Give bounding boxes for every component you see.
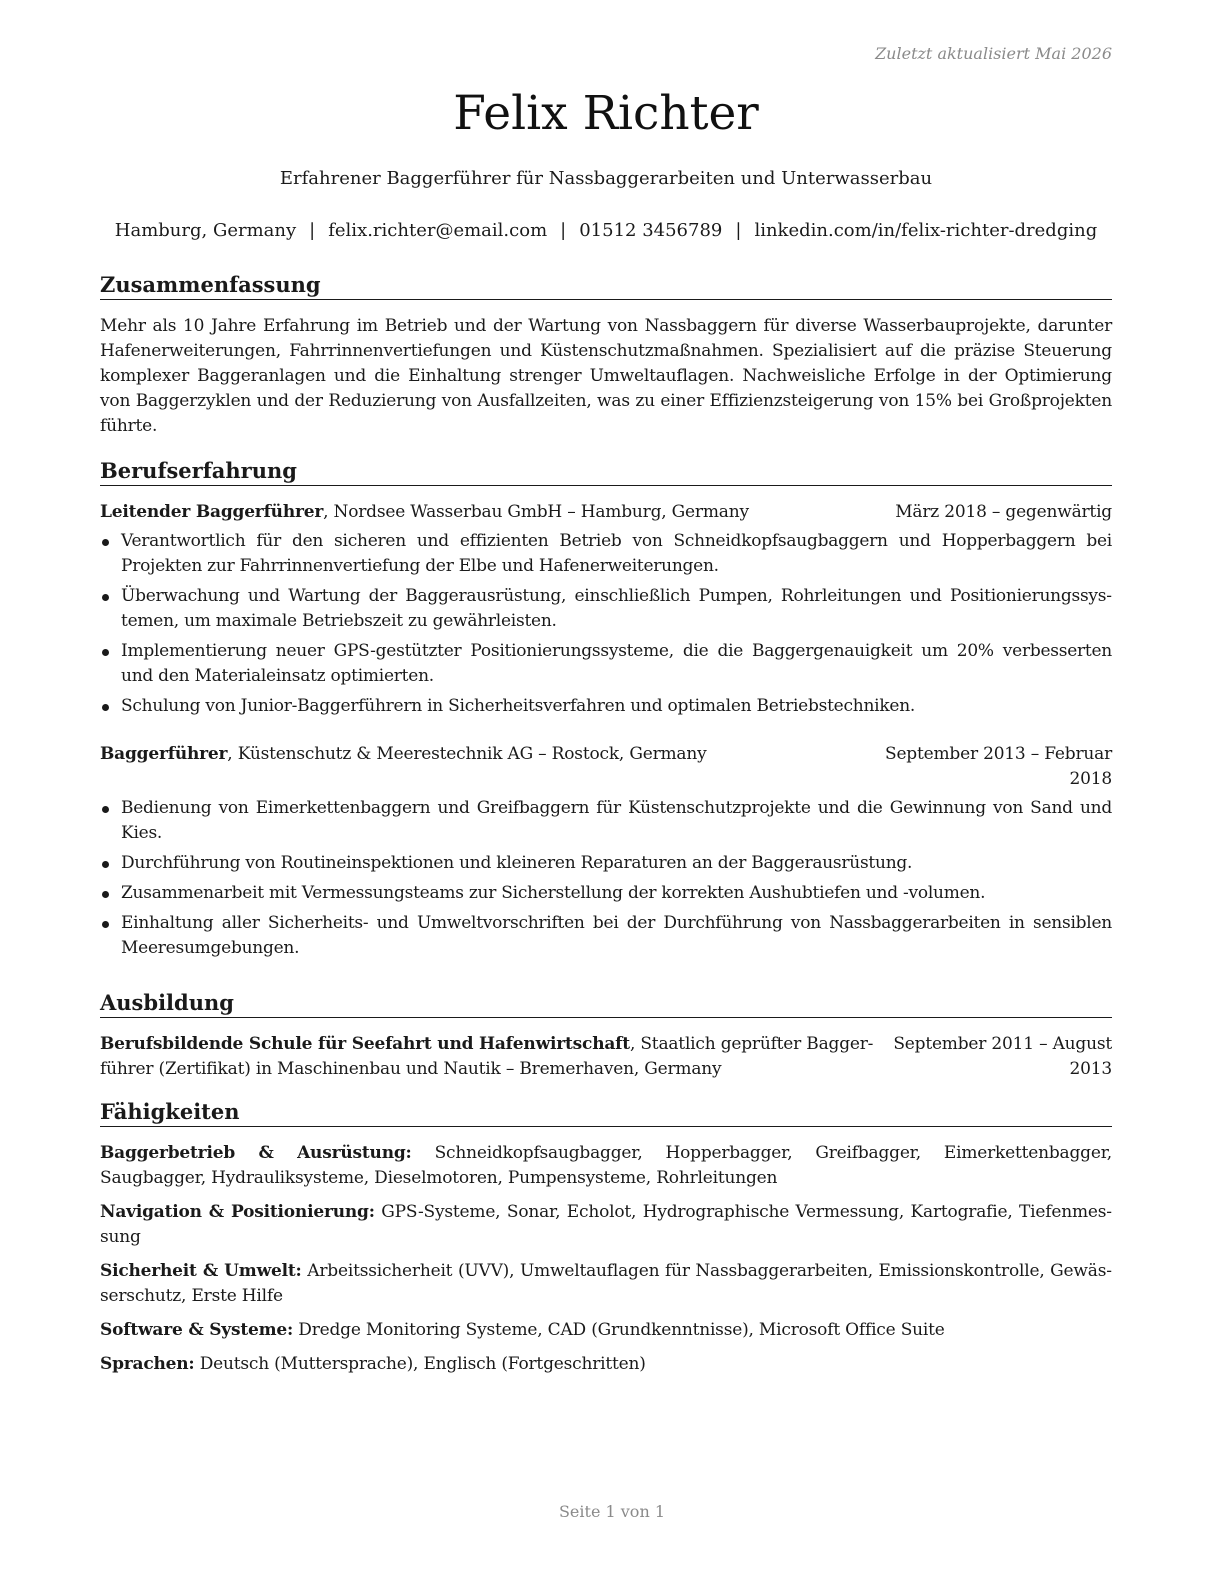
education-dates-line: 2013 xyxy=(1069,1059,1112,1079)
skill-row xyxy=(100,1352,1112,1377)
job-bullet: Bedienung von Eimerkettenbaggern und Greifbaggern für Küstenschutzprojekte und die Gewinnung von Sand und Kies. xyxy=(121,796,1112,846)
job-bullet: Schulung von Junior-Baggerführern in Sicherheitsverfahren und optimalen Betriebstechniken. xyxy=(121,694,1112,719)
skill-label: Navigation & Positionierung: xyxy=(100,1202,375,1222)
summary-section xyxy=(100,271,1112,439)
education-degree-continued: führer (Zertifikat) in Maschinenbau und Nautik – Bremerhaven, Germany xyxy=(100,1059,722,1079)
job-bullet: Einhaltung aller Sicherheits- und Umweltvorschriften bei der Durchführung von Nassbaggerarbeiten in sensiblen Meeresumgebungen. xyxy=(121,911,1112,961)
candidate-name: Felix Richter xyxy=(453,86,759,141)
section-title-education: Ausbildung xyxy=(100,989,1112,1018)
education-dates-line: September 2011 – August xyxy=(893,1034,1112,1054)
job-bullets xyxy=(100,796,1112,961)
skill-value: Deutsch (Muttersprache), Englisch (Fortgeschritten) xyxy=(199,1354,646,1374)
experience-section xyxy=(100,457,1112,966)
education-school: Berufsbildende Schule für Seefahrt und Hafenwirtschaft xyxy=(100,1034,630,1054)
job-role: Leitender Baggerführer xyxy=(100,502,324,522)
contact-email[interactable]: felix.richter@email.com xyxy=(328,220,548,241)
job-role: Baggerführer xyxy=(100,744,228,764)
skill-row xyxy=(100,1141,1112,1191)
skill-row xyxy=(100,1200,1112,1250)
job-company: , Nordsee Wasserbau GmbH – Hamburg, Germany xyxy=(323,502,749,522)
job-bullets xyxy=(100,529,1112,719)
skill-label: Sicherheit & Umwelt: xyxy=(100,1261,302,1281)
section-title-experience: Berufserfahrung xyxy=(100,457,1112,486)
contact-separator: | xyxy=(309,220,316,241)
job-header xyxy=(100,742,1112,792)
skill-value: Arbeitssicherheit (UVV), Umweltauflagen für Nassbaggerarbeiten, Emissionskontrolle, Gewässerschutz, Erste Hilfe xyxy=(100,1261,1112,1306)
contact-line xyxy=(100,220,1112,241)
skills-section xyxy=(100,1098,1112,1386)
page-number-footer: Seite 1 von 1 xyxy=(558,1502,666,1521)
last-updated-note: Zuletzt aktualisiert Mai 2026 xyxy=(875,44,1112,63)
contact-separator: | xyxy=(560,220,567,241)
skill-value: Schneidkopfsaugbagger, Hopperbagger, Greifbagger, Eimerkettenbagger, Saugbagger, Hydrauliksysteme, Dieselmotoren, Pumpensysteme, Rohrleitungen xyxy=(100,1143,1112,1188)
job-bullet: Überwachung und Wartung der Baggerausrüstung, einschließlich Pumpen, Rohrleitungen und Positionierungssystemen, um maximale Betriebszeit zu gewährleisten. xyxy=(121,584,1112,634)
skill-label: Baggerbetrieb & Ausrüstung: xyxy=(100,1143,412,1163)
education-section xyxy=(100,989,1112,1082)
job-company: , Küstenschutz & Meerestechnik AG – Rostock, Germany xyxy=(227,744,707,764)
job-dates-line: September 2013 – Februar xyxy=(885,744,1112,764)
job-entry xyxy=(100,742,1112,961)
job-header xyxy=(100,500,1112,525)
job-bullet: Zusammenarbeit mit Vermessungsteams zur Sicherstellung der korrekten Aushubtiefen und -volumen. xyxy=(121,881,1112,906)
section-title-skills: Fähigkeiten xyxy=(100,1098,1112,1127)
job-bullet: Durchführung von Routineinspektionen und kleineren Reparaturen an der Baggerausrüstung. xyxy=(121,851,1112,876)
job-bullet: Verantwortlich für den sicheren und effizienten Betrieb von Schneidkopfsaugbaggern und Hopperbaggern bei Projekten zur Fahrrinnenvertiefung der Elbe und Hafenerweiterungen. xyxy=(121,529,1112,579)
skill-label: Sprachen: xyxy=(100,1354,195,1374)
contact-linkedin[interactable]: linkedin.com/in/felix-richter-dredging xyxy=(754,220,1098,241)
job-entry xyxy=(100,500,1112,719)
contact-location: Hamburg, Germany xyxy=(114,220,297,241)
contact-separator: | xyxy=(735,220,742,241)
skill-label: Software & Systeme: xyxy=(100,1320,294,1340)
skill-value: Dredge Monitoring Systeme, CAD (Grundkenntnisse), Microsoft Office Suite xyxy=(298,1320,945,1340)
education-degree: , Staatlich geprüfter Bagger- xyxy=(629,1034,874,1054)
contact-phone[interactable]: 01512 3456789 xyxy=(579,220,723,241)
job-dates xyxy=(885,742,1112,792)
job-bullet: Implementierung neuer GPS-gestützter Positionierungssysteme, die die Baggergenauigkeit um 20% verbesserten und den Materialeinsatz optimierten. xyxy=(121,639,1112,689)
skills-list xyxy=(100,1141,1112,1377)
education-dates xyxy=(893,1032,1112,1082)
skill-row xyxy=(100,1259,1112,1309)
skill-value: GPS-Systeme, Sonar, Echolot, Hydrographische Vermessung, Kartografie, Tiefenmessung xyxy=(100,1202,1113,1247)
candidate-tagline: Erfahrener Baggerführer für Nassbaggerarbeiten und Unterwasserbau xyxy=(279,168,933,189)
summary-text: Mehr als 10 Jahre Erfahrung im Betrieb und der Wartung von Nassbaggern für diverse Wasserbauprojekte, darunter Hafenerweiterungen, Fahrrinnenvertiefungen und Küstenschutzmaßnahmen. Spezialisiert auf die präzise Steuerung komplexer Baggeranlagen und die Einhaltung strenger Umweltauflagen. Nachweisliche Erfolge in der Optimierung von Baggerzyklen und der Reduzierung von Ausfallzeiten, was zu einer Effizienzsteigerung von 15% bei Großprojekten führte. xyxy=(100,316,1112,436)
job-dates-line: 2018 xyxy=(1069,769,1112,789)
job-dates: März 2018 – gegenwärtig xyxy=(895,502,1112,522)
section-title-summary: Zusammenfassung xyxy=(100,271,1112,300)
education-entry xyxy=(100,1032,1112,1082)
skill-row xyxy=(100,1318,1112,1343)
